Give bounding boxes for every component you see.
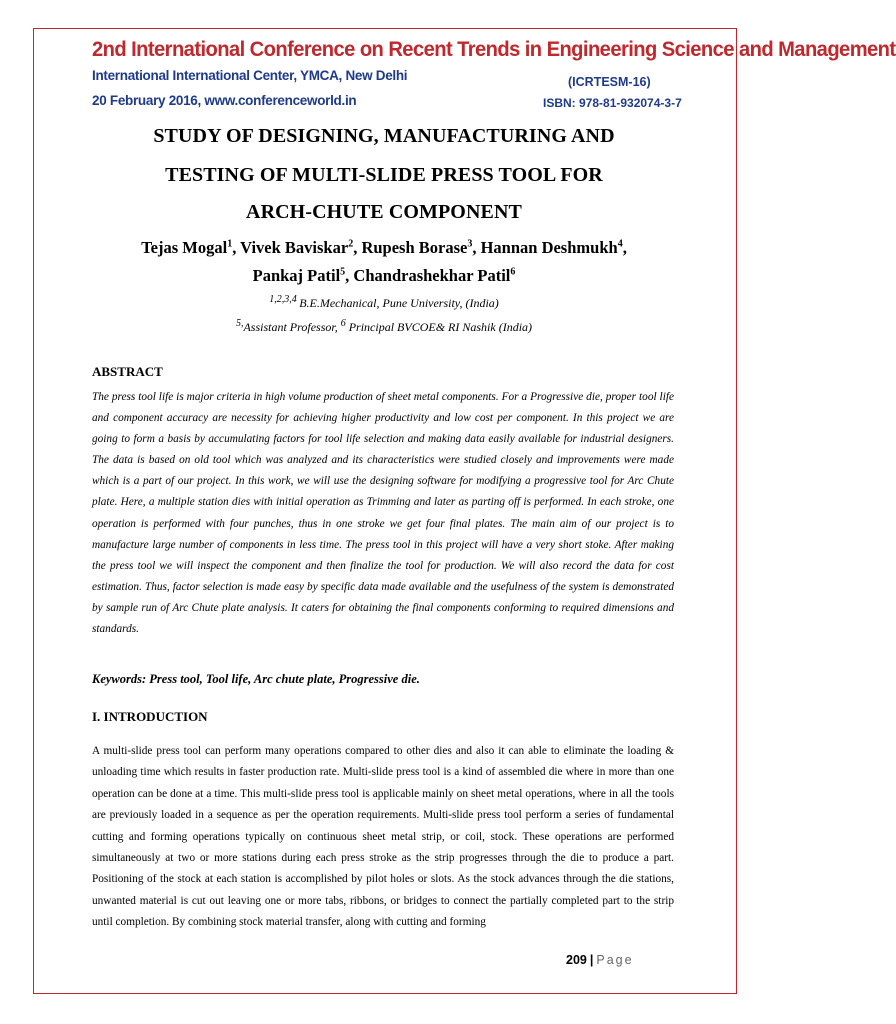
abstract-body: The press tool life is major criteria in high volume production of sheet metal components. For a Progressive die, proper tool life and component accuracy are necessity for achieving higher productivity and low cost per component. In this project we are going to form a basis by accumulating factors for tool life selection and making data easily available for industrial designers. The data is based on old tool which was analyzed and its characteristics were studied closely and improvements were made which is a part of our project. In this work, we will use the designing software for modifying a progressive tool for Arc Chute plate. Here, a multiple station dies with initial operation as Trimming and later as parting off is performed. In each stroke, one operation is performed with four punches, thus in one stroke we get four final plates. The main aim of our project is to manufacture large number of components in less time. The press tool in this project will have a very short stoke. After making the press tool we will inspect the component and then finalize the tool for production. We will also record the data for cost estimation. Thus, factor selection is made easy by specific data made available and the usefulness of the system is demonstrated by sample run of Arc Chute plate analysis. It caters for obtaining the final components conforming to required dimensions and standards. (92, 391, 674, 636)
affiliation-sup: 6 (340, 318, 346, 329)
author-sup: 1 (227, 238, 233, 250)
affiliation-sup: 5, (235, 318, 244, 329)
isbn: ISBN: 978-81-932074-3-7 (543, 96, 682, 110)
paper-title-line-1: STUDY OF DESIGNING, MANUFACTURING AND (153, 125, 615, 147)
author: Chandrashekhar Patil (353, 266, 511, 285)
author: Vivek Baviskar (240, 238, 349, 257)
affiliation-sup: 1,2,3,4 (269, 294, 300, 305)
authors-line-1 (0, 238, 768, 258)
authors-line-2 (0, 266, 768, 286)
author-sep: , (353, 238, 362, 257)
author-sup: 5 (340, 266, 346, 278)
author-sep: , (345, 266, 354, 285)
conference-date: 20 February 2016, www.conferenceworld.in (92, 93, 357, 108)
conference-title: 2nd International Conference on Recent Trends in Engineering Science and Management (92, 38, 896, 61)
author-sep: , (622, 238, 627, 257)
author-sup: 6 (510, 266, 516, 278)
author-sep: , (232, 238, 241, 257)
abstract-heading: ABSTRACT (92, 364, 163, 379)
author: Hannan Deshmukh (480, 238, 618, 257)
author: Rupesh Borase (361, 238, 468, 257)
affiliation-2: $^{5,}$Assistant Professor, $^6$ Principal BVCOE& RI Nashik (India) (235, 318, 533, 334)
conference-acronym: (ICRTESM-16) (568, 75, 651, 89)
introduction-heading: I. INTRODUCTION (92, 709, 208, 724)
author-sep: , (472, 238, 481, 257)
author: Tejas Mogal (141, 238, 228, 257)
author: Pankaj Patil (252, 266, 341, 285)
author-sup: 3 (467, 238, 473, 250)
author-sup: 2 (348, 238, 354, 250)
affiliation-1: $^{1,2,3,4}$ B.E.Mechanical, Pune University, (India) (269, 294, 499, 310)
paper-title-line-2: TESTING OF MULTI-SLIDE PRESS TOOL FOR (165, 164, 603, 186)
paper-title-line-3: ARCH-CHUTE COMPONENT (246, 201, 522, 223)
introduction-body: A multi-slide press tool can perform many operations compared to other dies and also it can able to eliminate the loading & unloading time which results in faster production rate. Multi-slide press tool is a kind of assembled die where in more than one operation can be done at a time. This multi-slide press tool is applicable mainly on sheet metal operations, where in all the tools are previously loaded in a sequence as per the operation requirements. Multi-slide press tool perform a series of fundamental cutting and forming operations typically on continuous sheet metal strip, or coil, stock. These operations are performed simultaneously at two or more stations during each press stroke as the strip progresses through the die to produce a part. Positioning of the stock at each station is accomplished by pilot holes or slots. As the stock advances through the die stations, unwanted material is cut out leaving one or more tabs, ribbons, or bridges to connect the partially completed part to the strip until completion. By combining stock material transfer, along with cutting and forming (92, 745, 674, 929)
page-number: 209 | Page (566, 953, 634, 967)
keywords: Keywords: Press tool, Tool life, Arc chute plate, Progressive die. (92, 672, 420, 686)
conference-venue: International International Center, YMCA, New Delhi (92, 68, 408, 83)
author-sup: 4 (617, 238, 623, 250)
